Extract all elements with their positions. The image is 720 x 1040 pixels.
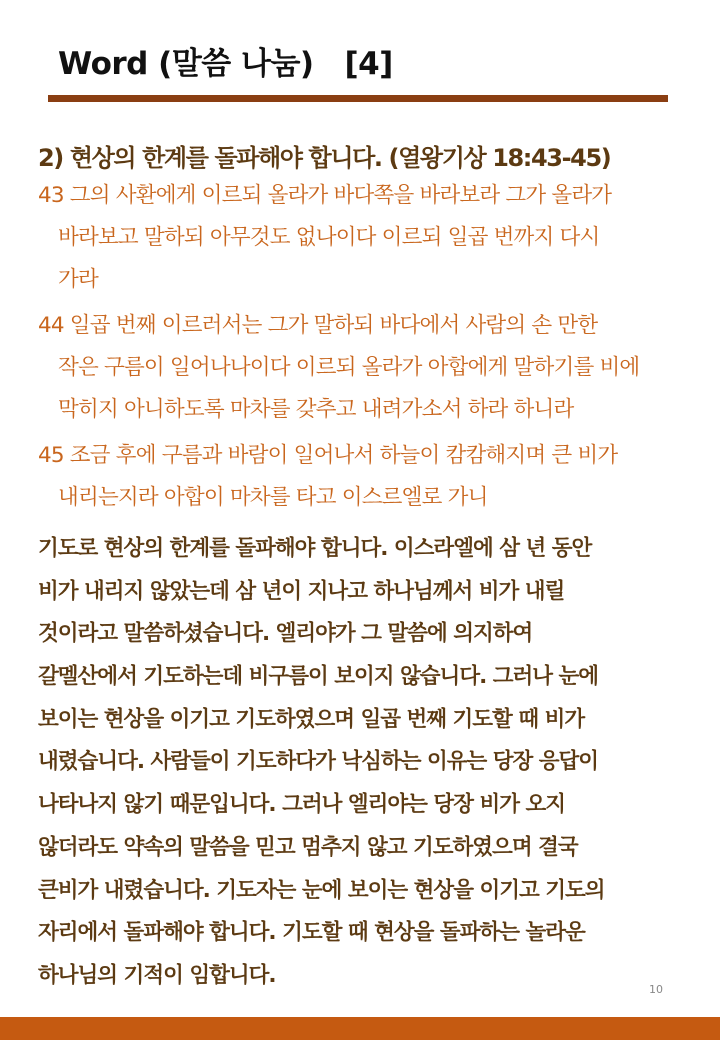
verse-line: 바라보고 말하되 아무것도 없나이다 이르되 일곱 번까지 다시 — [58, 225, 600, 250]
body-line: 갈멜산에서 기도하는데 비구름이 보이지 않습니다. 그러나 눈에 — [38, 664, 599, 690]
footer-bar — [0, 1017, 720, 1040]
verse-45 — [38, 435, 698, 519]
verse-line: 작은 구름이 일어나나이다 이르되 올라가 아합에게 말하기를 비에 — [58, 355, 640, 380]
body-line: 큰비가 내렸습니다. 기도자는 눈에 보이는 현상을 이기고 기도의 — [38, 877, 605, 903]
verse-line: 43 그의 사환에게 이르되 올라가 바다쪽을 바라보라 그가 올라가 — [38, 183, 612, 208]
body-line: 않더라도 약속의 말씀을 믿고 멈추지 않고 기도하였으며 결국 — [38, 834, 578, 860]
body-paragraph — [38, 528, 698, 998]
section-heading: 2) 현상의 한계를 돌파해야 합니다. (열왕기상 18:43-45) — [38, 144, 611, 172]
body-line: 자리에서 돌파해야 합니다. 기도할 때 현상을 돌파하는 놀라운 — [38, 920, 585, 946]
verse-line: 막히지 아니하도록 마차를 갖추고 내려가소서 하라 하니라 — [58, 397, 574, 422]
verse-line: 가라 — [58, 267, 98, 292]
body-line: 내렸습니다. 사람들이 기도하다가 낙심하는 이유는 당장 응답이 — [38, 749, 599, 775]
verse-43 — [38, 175, 698, 301]
verse-44 — [38, 305, 698, 431]
slide-title: Word (말씀 나눔) [4] — [58, 46, 393, 82]
page-number: 10 — [649, 983, 663, 996]
body-line: 것이라고 말씀하셨습니다. 엘리야가 그 말씀에 의지하여 — [38, 621, 533, 647]
title-underline — [48, 95, 668, 102]
verse-line: 45 조금 후에 구름과 바람이 일어나서 하늘이 캄캄해지며 큰 비가 — [38, 443, 618, 468]
verse-line: 내리는지라 아합이 마차를 타고 이스르엘로 가니 — [58, 485, 488, 510]
body-line: 하나님의 기적이 임합니다. — [38, 962, 276, 988]
verse-line: 44 일곱 번째 이르러서는 그가 말하되 바다에서 사람의 손 만한 — [38, 313, 598, 338]
body-line: 기도로 현상의 한계를 돌파해야 합니다. 이스라엘에 삼 년 동안 — [38, 536, 592, 561]
body-line: 비가 내리지 않았는데 삼 년이 지나고 하나님께서 비가 내릴 — [38, 578, 565, 604]
body-line: 나타나지 않기 때문입니다. 그러나 엘리야는 당장 비가 오지 — [38, 792, 566, 818]
body-line: 보이는 현상을 이기고 기도하였으며 일곱 번째 기도할 때 비가 — [38, 706, 585, 732]
